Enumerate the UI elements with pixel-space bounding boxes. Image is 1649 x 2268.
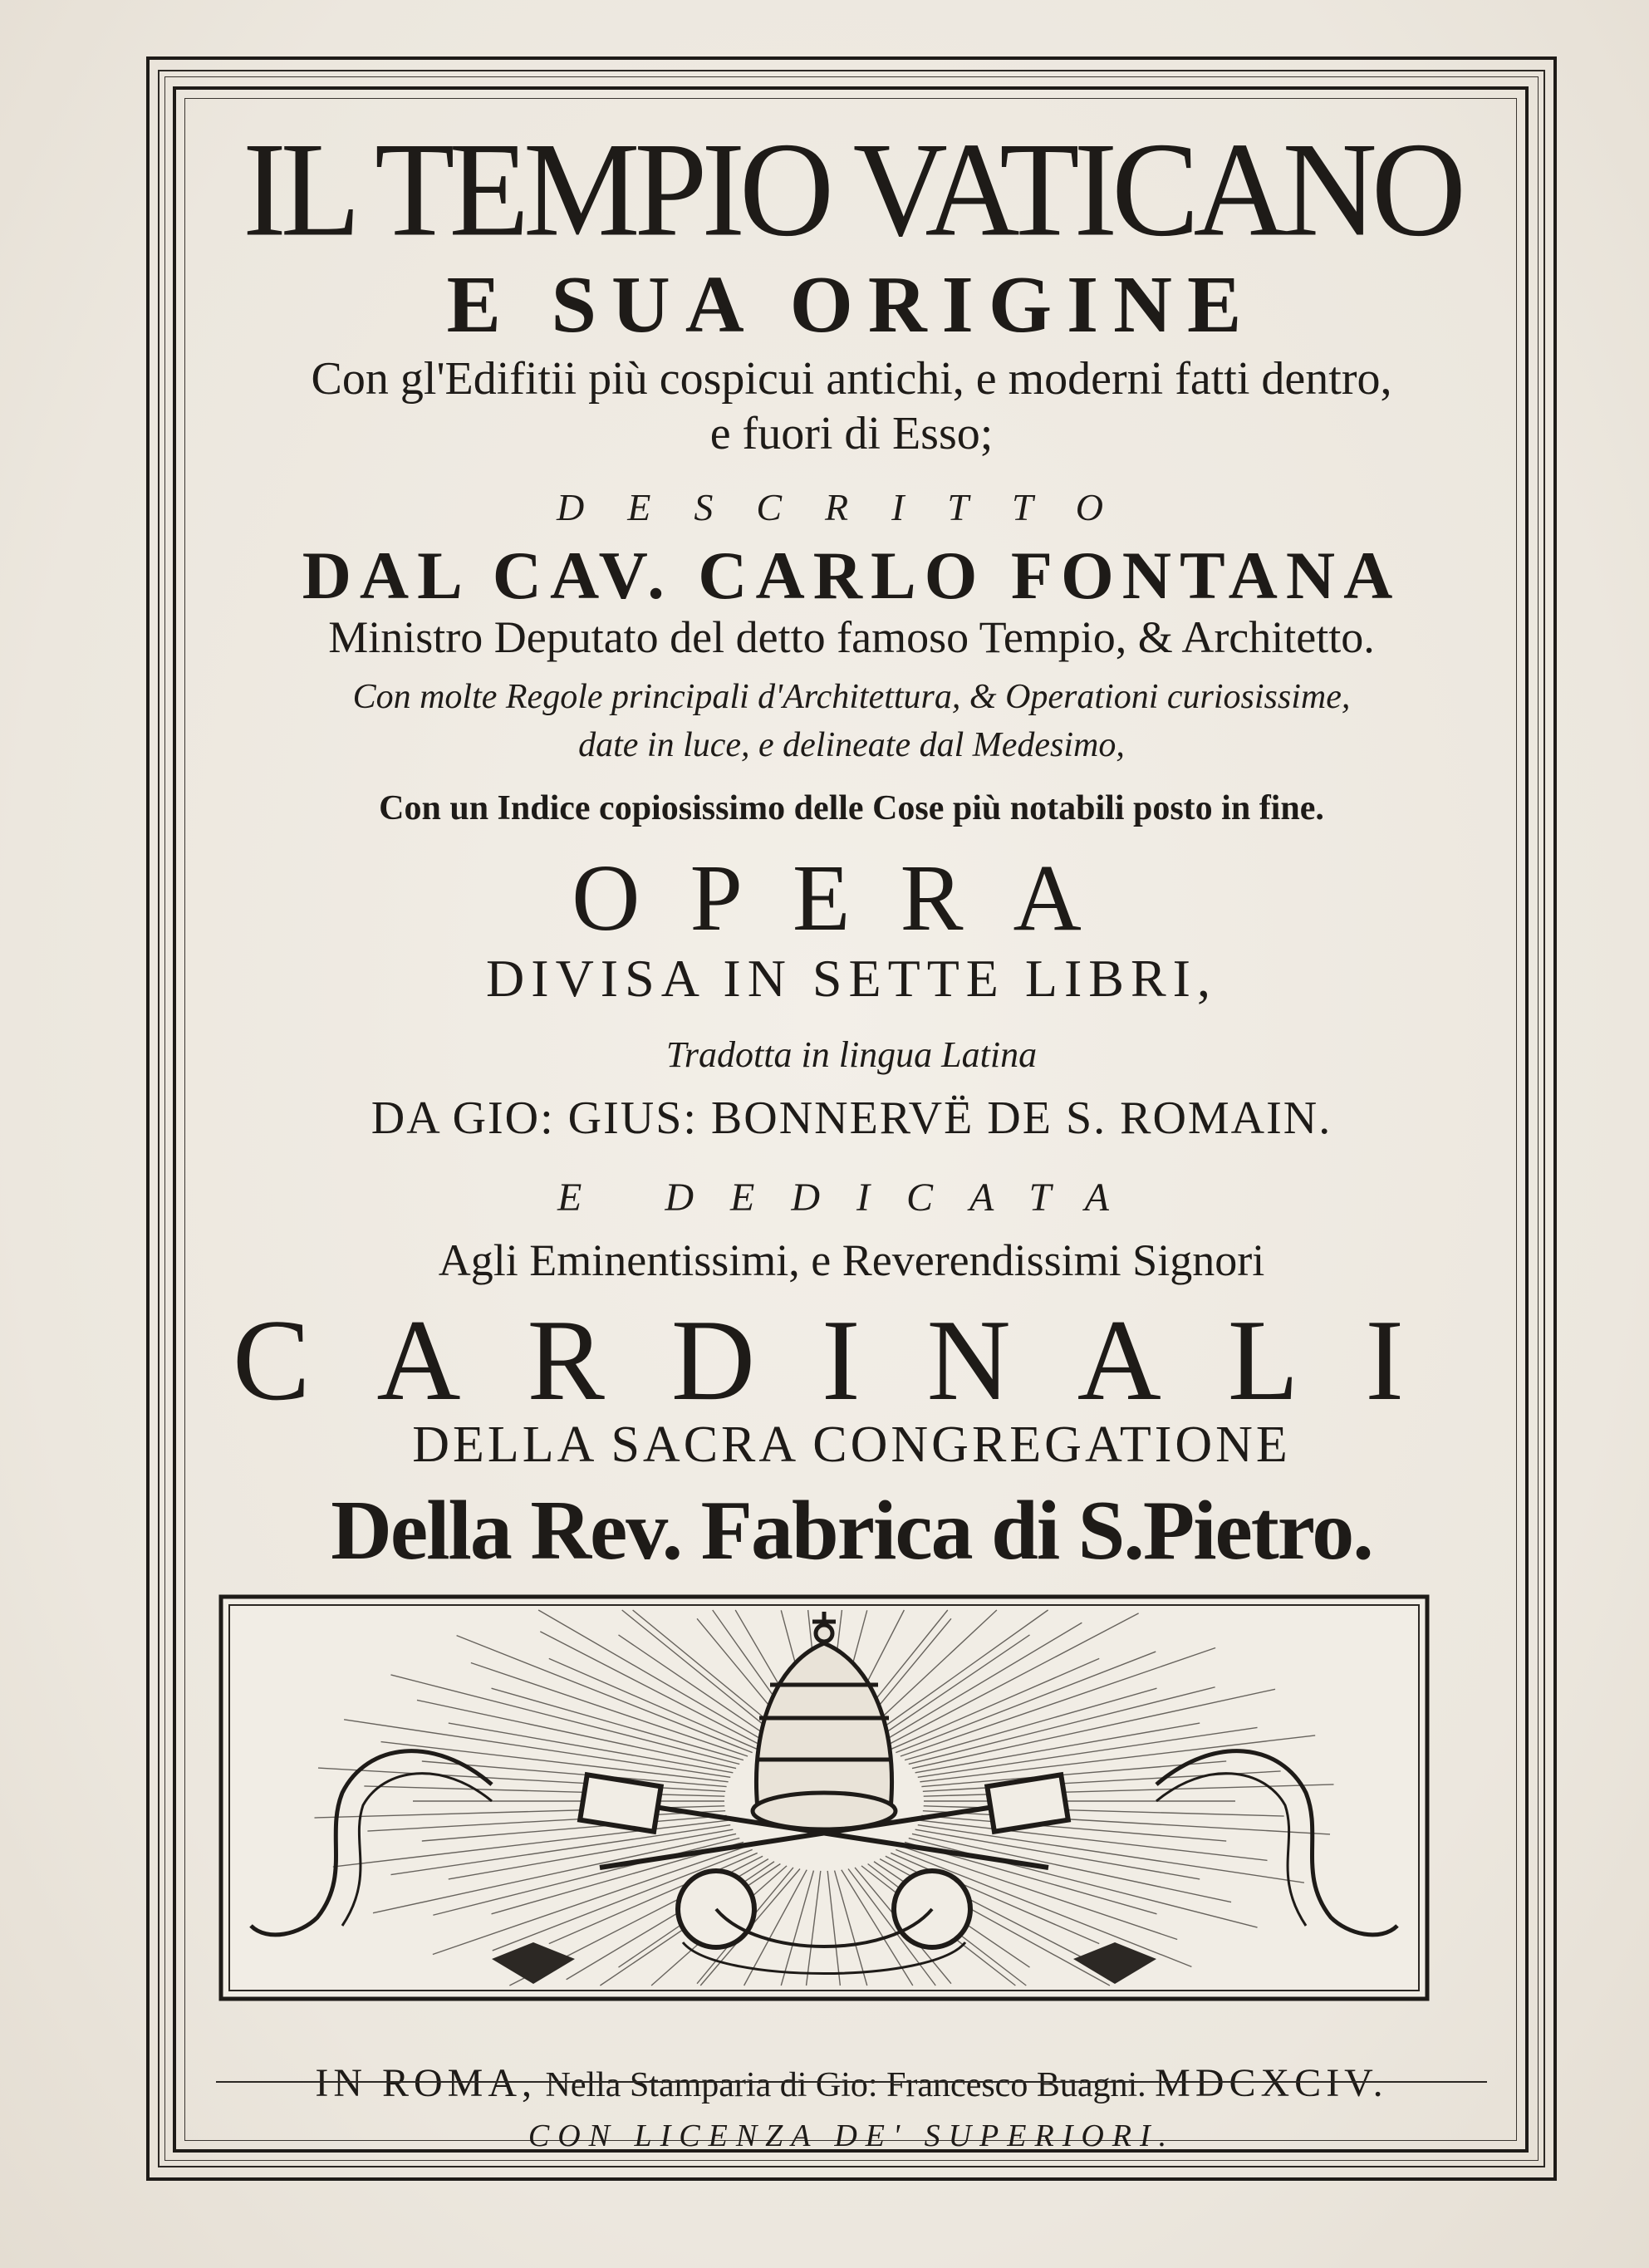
indice-line: Con un Indice copiosissimo delle Cose più notabili posto in fine.	[379, 789, 1324, 827]
papal-emblem-vignette	[218, 1593, 1431, 2002]
author-role: Ministro Deputato del detto famoso Tempio, & Architetto.	[328, 612, 1375, 662]
imprint-printer: Nella Stamparia di Gio: Francesco Buagni.	[545, 2066, 1146, 2104]
imprint-line	[208, 2061, 1495, 2105]
imprint-year: MDCXCIV.	[1155, 2061, 1388, 2105]
papal-tiara-crossed-keys-icon	[218, 1593, 1431, 2002]
intro-line-2: e fuori di Esso;	[709, 408, 994, 459]
regole-line-1: Con molte Regole principali d'Architettura, & Operationi curiosissime,	[352, 678, 1351, 716]
regole-line-2: date in luce, e delineate dal Medesimo,	[578, 726, 1125, 764]
imprint-city: IN ROMA,	[315, 2061, 537, 2105]
main-title: IL TEMPIO VATICANO	[243, 115, 1460, 265]
opera-heading: OPERA	[572, 845, 1131, 950]
congregatione-line: DELLA SACRA CONGREGATIONE	[412, 1416, 1291, 1473]
dedicata-label: E DEDICATA	[557, 1176, 1146, 1220]
subtitle: E SUA ORIGINE	[446, 260, 1257, 350]
licenza-line: CON LICENZA DE' SUPERIORI.	[528, 2118, 1175, 2153]
divisa-line: DIVISA IN SETTE LIBRI,	[486, 949, 1217, 1008]
fabrica-line: Della Rev. Fabrica di S.Pietro.	[331, 1484, 1372, 1578]
author-name: DAL CAV. CARLO FONTANA	[302, 538, 1401, 613]
translator-line: DA GIO: GIUS: BONNERVË DE S. ROMAIN.	[371, 1092, 1332, 1144]
tradotta-line: Tradotta in lingua Latina	[665, 1034, 1038, 1075]
imprint-divider	[216, 2081, 1487, 2083]
descritto-label: DESCRITTO	[557, 486, 1146, 528]
cardinali-heading: CARDINALI	[233, 1296, 1470, 1425]
intro-line-1: Con gl'Edifitii più cospicui antichi, e moderni fatti dentro,	[311, 353, 1392, 405]
dedication-recipients: Agli Eminentissimi, e Reverendissimi Signori	[438, 1235, 1265, 1285]
